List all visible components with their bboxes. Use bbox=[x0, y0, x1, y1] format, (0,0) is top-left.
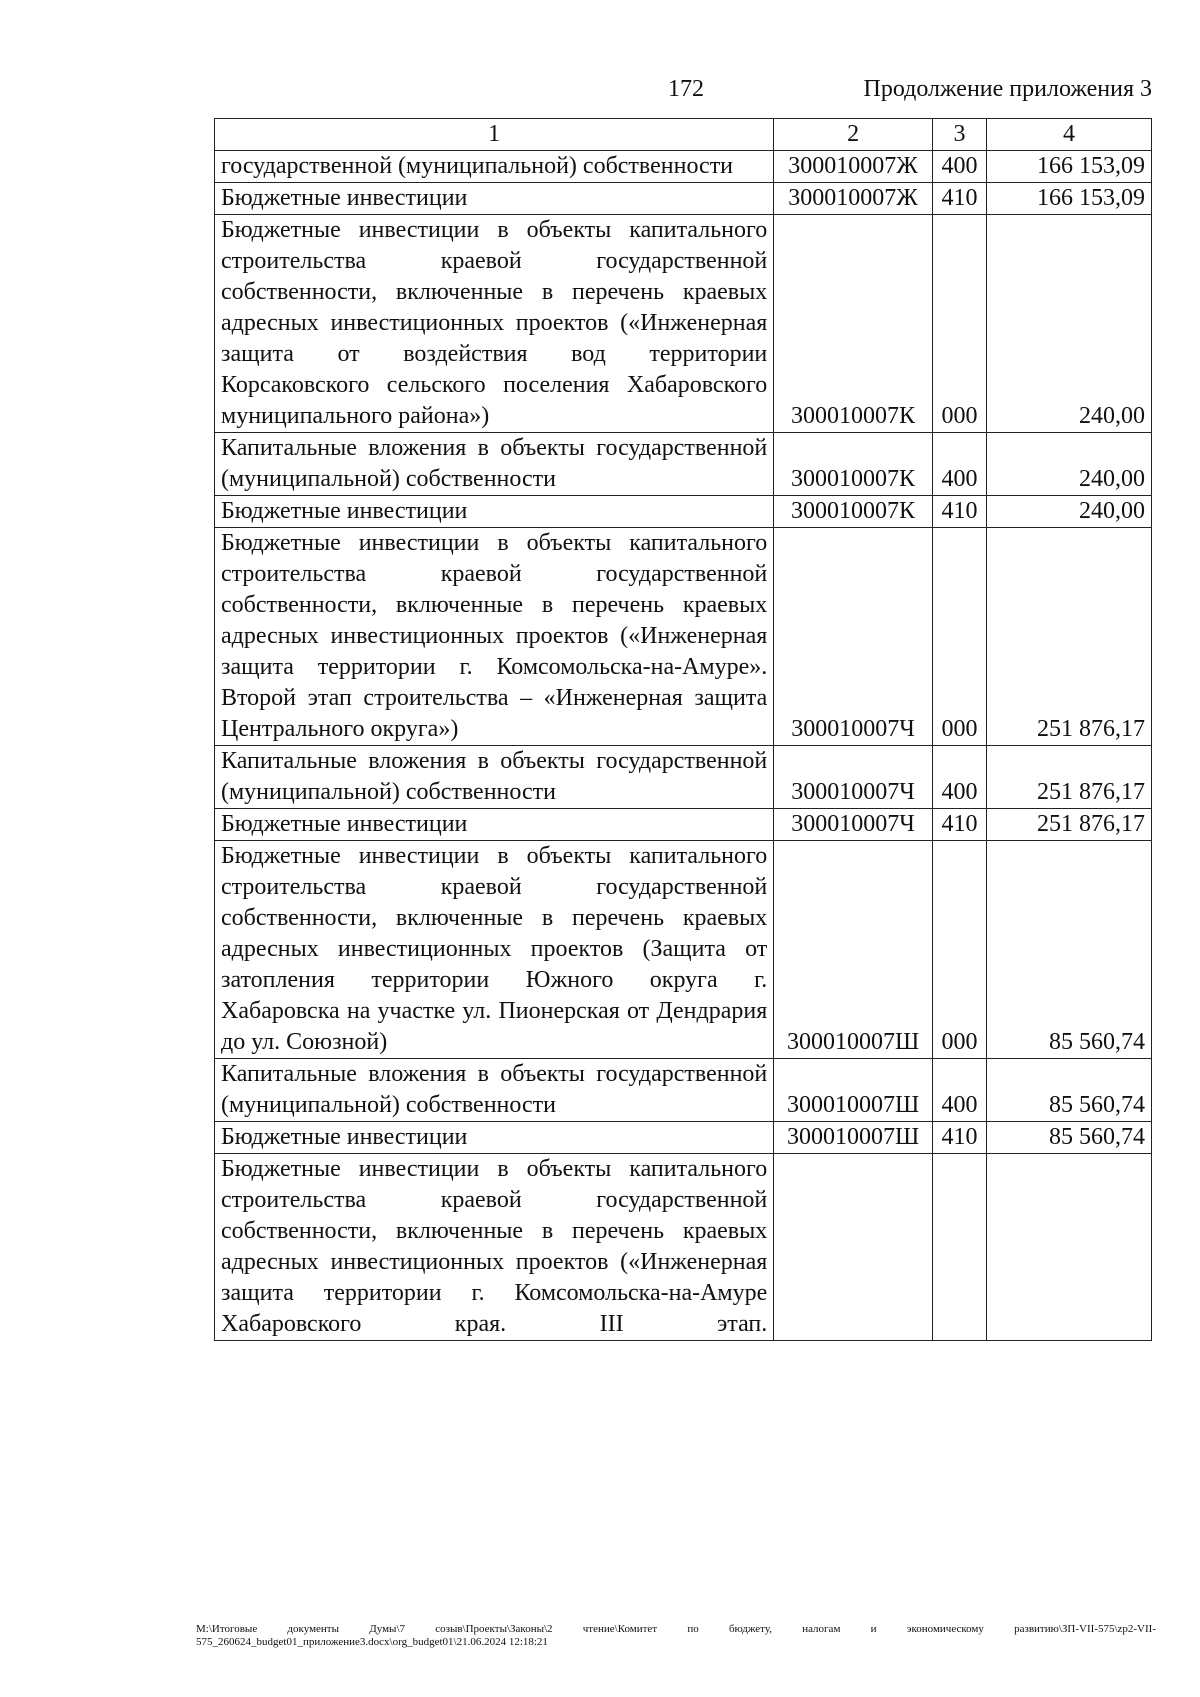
row-name: Бюджетные инвестиции bbox=[215, 809, 774, 841]
row-amount: 240,00 bbox=[987, 433, 1152, 496]
row-type: 000 bbox=[932, 528, 986, 746]
row-code: 300010007Ч bbox=[774, 746, 933, 809]
row-code: 300010007К bbox=[774, 433, 933, 496]
row-name: Бюджетные инвестиции в объекты капитального строительства краевой государственной собственности, включенные в перечень краевых адресных инвестиционных проектов («Инженерная защита территории г. Комсомольска-на-Амуре Хабаровского края. III этап. bbox=[215, 1154, 774, 1341]
table-row bbox=[215, 183, 1152, 215]
row-code: 300010007Ч bbox=[774, 528, 933, 746]
table-row bbox=[215, 433, 1152, 496]
row-type: 400 bbox=[932, 151, 986, 183]
row-amount: 85 560,74 bbox=[987, 1122, 1152, 1154]
row-code: 300010007Ш bbox=[774, 1122, 933, 1154]
row-type: 400 bbox=[932, 1059, 986, 1122]
row-code: 300010007К bbox=[774, 496, 933, 528]
row-type: 410 bbox=[932, 1122, 986, 1154]
column-header: 3 bbox=[932, 119, 986, 151]
table-row bbox=[215, 151, 1152, 183]
row-code: 300010007Ж bbox=[774, 151, 933, 183]
row-type: 400 bbox=[932, 746, 986, 809]
row-amount: 240,00 bbox=[987, 496, 1152, 528]
table-header-row bbox=[215, 119, 1152, 151]
row-type: 000 bbox=[932, 841, 986, 1059]
row-code bbox=[774, 1154, 933, 1341]
continuation-label: Продолжение приложения 3 bbox=[863, 76, 1152, 102]
row-type: 410 bbox=[932, 809, 986, 841]
row-code: 300010007Ш bbox=[774, 1059, 933, 1122]
row-name: Капитальные вложения в объекты государственной (муниципальной) собственности bbox=[215, 433, 774, 496]
row-amount: 240,00 bbox=[987, 215, 1152, 433]
row-amount: 251 876,17 bbox=[987, 746, 1152, 809]
row-amount: 166 153,09 bbox=[987, 151, 1152, 183]
row-amount: 251 876,17 bbox=[987, 528, 1152, 746]
table-row bbox=[215, 1154, 1152, 1341]
table-row bbox=[215, 496, 1152, 528]
page-number: 172 bbox=[668, 76, 704, 102]
row-name: государственной (муниципальной) собственности bbox=[215, 151, 774, 183]
row-name: Бюджетные инвестиции в объекты капитального строительства краевой государственной собственности, включенные в перечень краевых адресных инвестиционных проектов («Инженерная защита от воздействия вод территории Корсаковского сельского поселения Хабаровского муниципального района») bbox=[215, 215, 774, 433]
row-code: 300010007К bbox=[774, 215, 933, 433]
budget-table bbox=[214, 118, 1152, 1341]
row-type: 400 bbox=[932, 433, 986, 496]
row-code: 300010007Ч bbox=[774, 809, 933, 841]
table-row bbox=[215, 746, 1152, 809]
column-header: 1 bbox=[215, 119, 774, 151]
row-amount bbox=[987, 1154, 1152, 1341]
row-amount: 166 153,09 bbox=[987, 183, 1152, 215]
row-amount: 85 560,74 bbox=[987, 1059, 1152, 1122]
table-row bbox=[215, 841, 1152, 1059]
column-header: 4 bbox=[987, 119, 1152, 151]
row-amount: 251 876,17 bbox=[987, 809, 1152, 841]
table-row bbox=[215, 215, 1152, 433]
row-type: 000 bbox=[932, 215, 986, 433]
table-row bbox=[215, 528, 1152, 746]
row-code: 300010007Ж bbox=[774, 183, 933, 215]
row-type bbox=[932, 1154, 986, 1341]
row-name: Бюджетные инвестиции bbox=[215, 496, 774, 528]
row-name: Бюджетные инвестиции в объекты капитального строительства краевой государственной собственности, включенные в перечень краевых адресных инвестиционных проектов («Инженерная защита территории г. Комсомольска-на-Амуре». Второй этап строительства – «Инженерная защита Центрального округа») bbox=[215, 528, 774, 746]
row-amount: 85 560,74 bbox=[987, 841, 1152, 1059]
table-row bbox=[215, 809, 1152, 841]
row-name: Капитальные вложения в объекты государственной (муниципальной) собственности bbox=[215, 1059, 774, 1122]
row-type: 410 bbox=[932, 183, 986, 215]
row-code: 300010007Ш bbox=[774, 841, 933, 1059]
table-row bbox=[215, 1059, 1152, 1122]
row-name: Бюджетные инвестиции bbox=[215, 183, 774, 215]
row-name: Бюджетные инвестиции в объекты капитального строительства краевой государственной собственности, включенные в перечень краевых адресных инвестиционных проектов (Защита от затопления территории Южного округа г. Хабаровска на участке ул. Пионерская от Дендрария до ул. Союзной) bbox=[215, 841, 774, 1059]
row-name: Бюджетные инвестиции bbox=[215, 1122, 774, 1154]
footer-file-path: M:\Итоговые документы Думы\7 созыв\Проекты\Законы\2 чтение\Комитет по бюджету, налогам и экономическому развитию\ЗП-VII-575\zp2-VII-575_260624_budget01_приложение3.docx\org_budget01\21.06.2024 12:18:21 bbox=[196, 1623, 1156, 1648]
row-name: Капитальные вложения в объекты государственной (муниципальной) собственности bbox=[215, 746, 774, 809]
table-row bbox=[215, 1122, 1152, 1154]
column-header: 2 bbox=[774, 119, 933, 151]
row-type: 410 bbox=[932, 496, 986, 528]
